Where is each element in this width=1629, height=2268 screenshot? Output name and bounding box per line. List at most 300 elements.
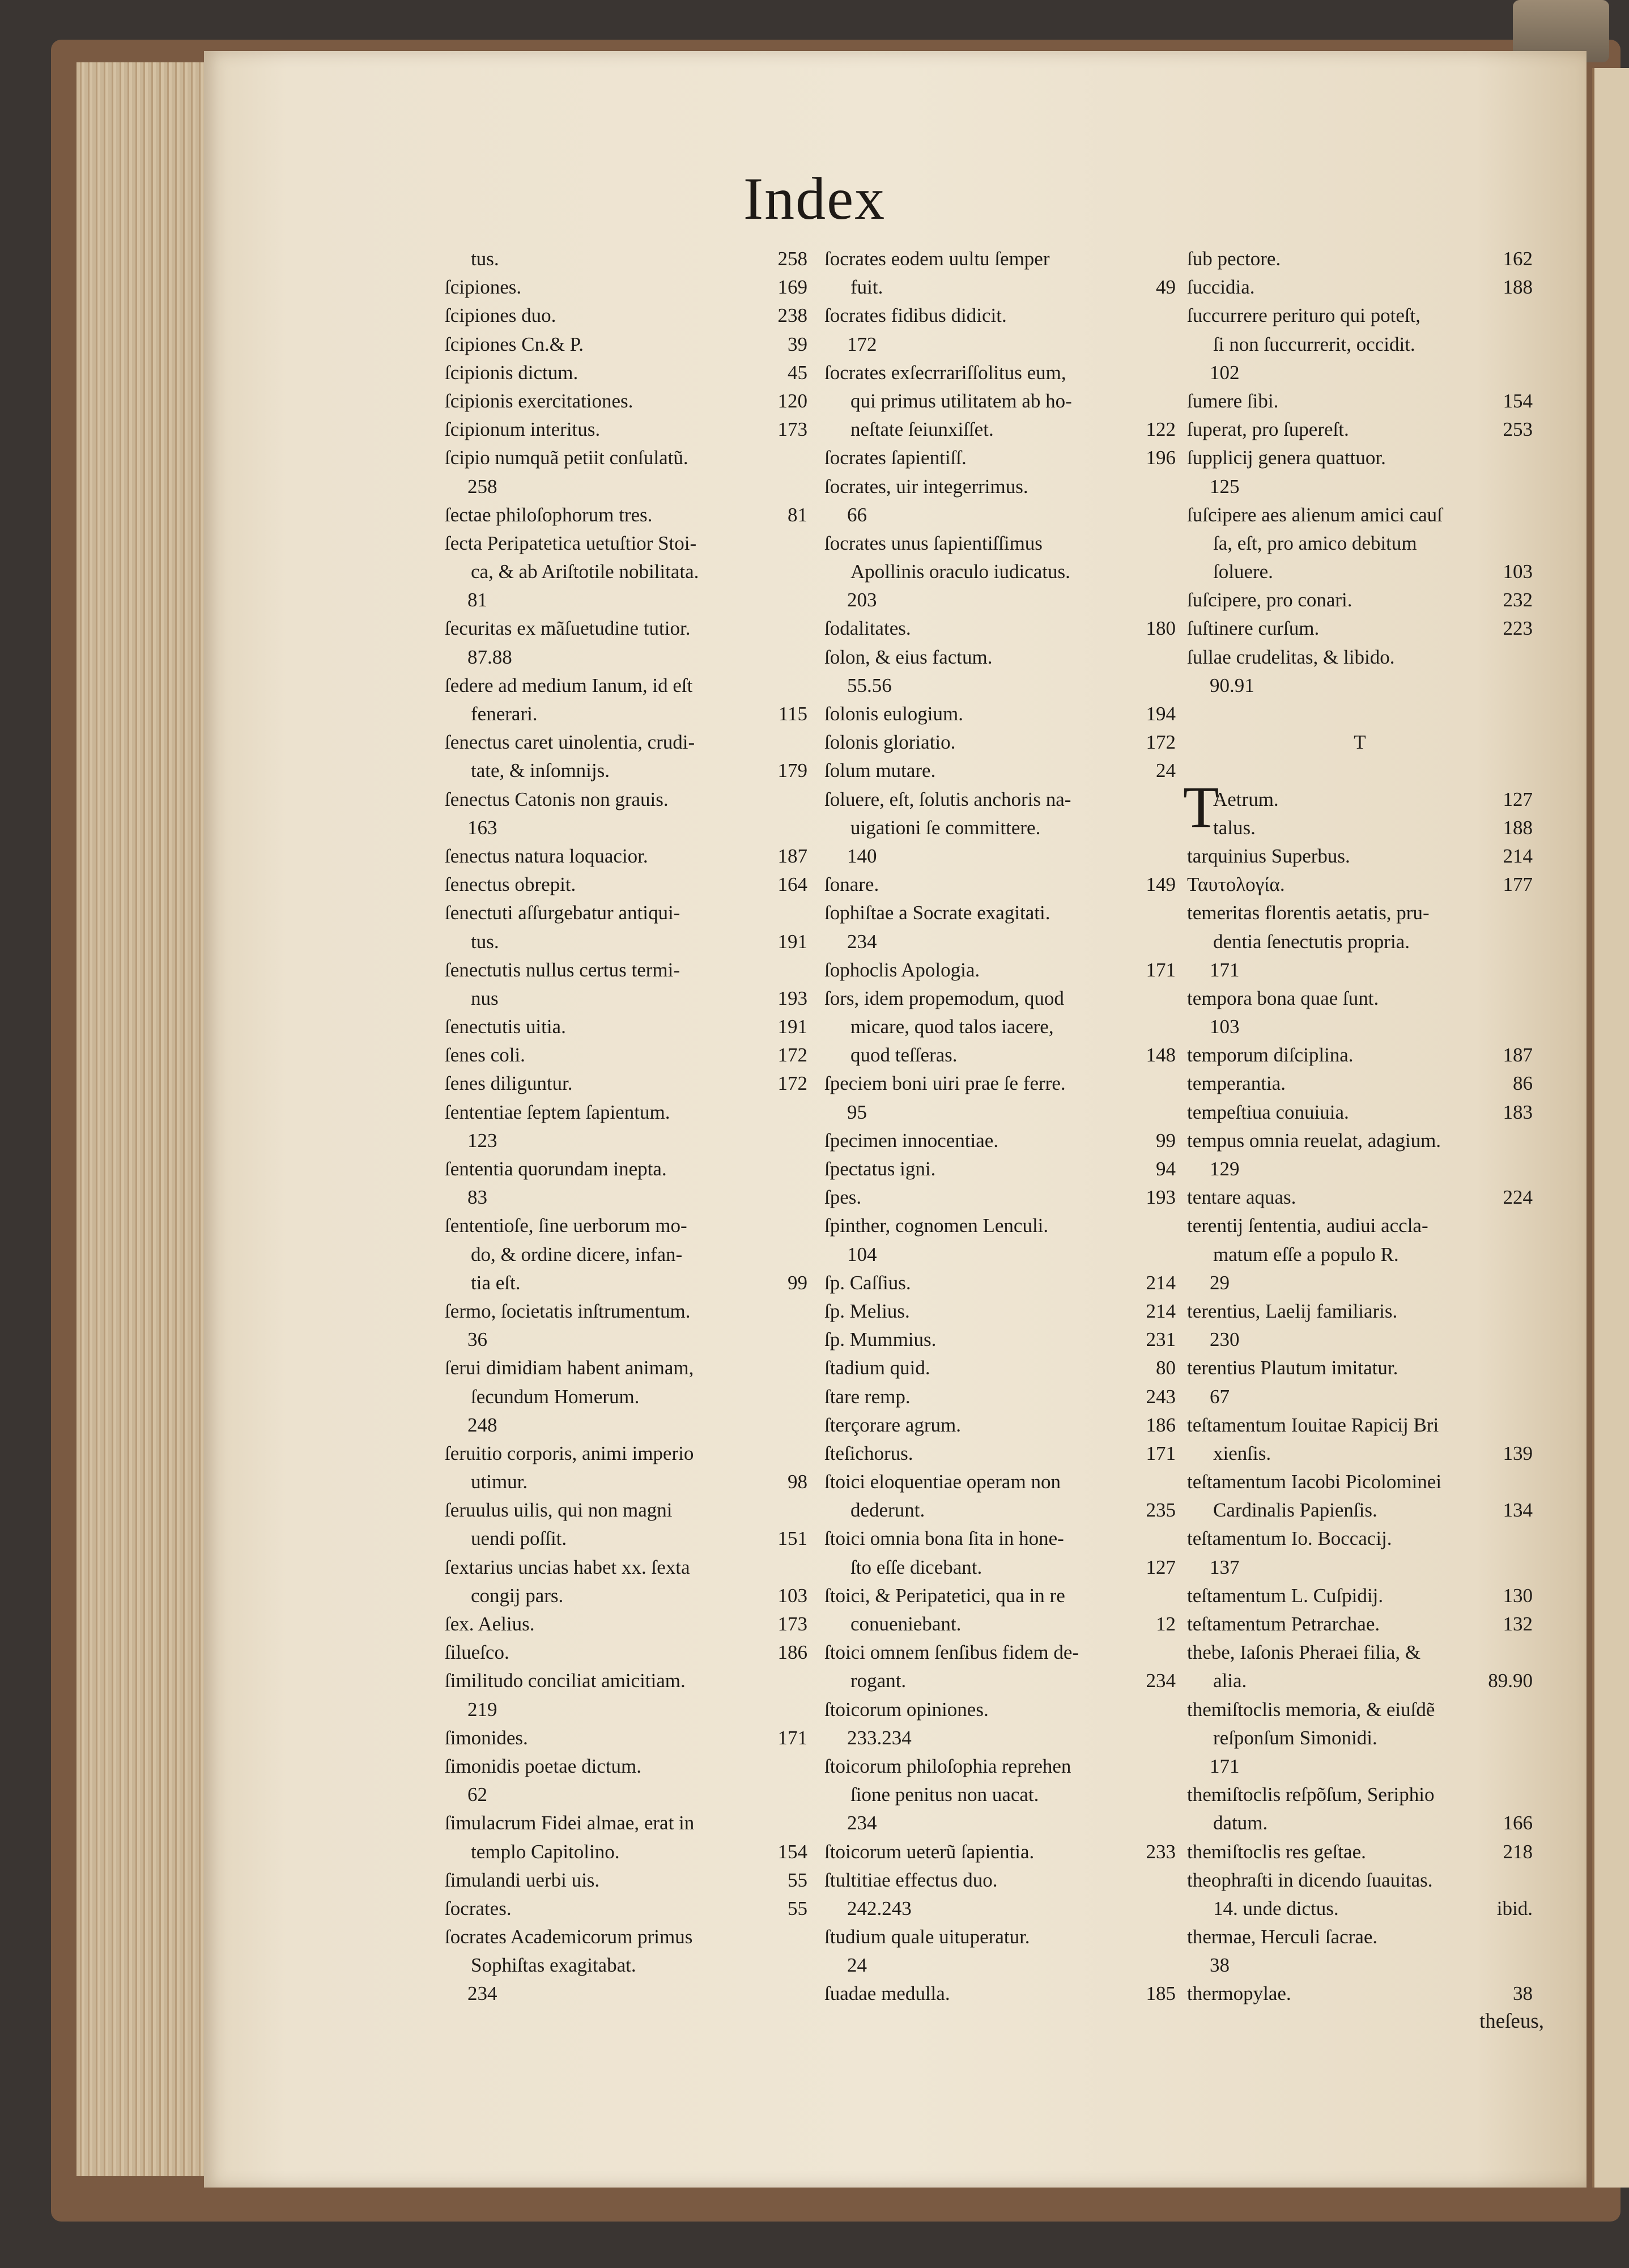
entry-text: Apollinis oraculo iudicatus. bbox=[850, 560, 1070, 583]
entry-text: ſterçorare agrum. bbox=[824, 1413, 961, 1436]
index-entry bbox=[824, 1866, 1176, 1895]
entry-text: 67 bbox=[1210, 1385, 1230, 1408]
entry-text: ſecundum Homerum. bbox=[471, 1385, 640, 1408]
entry-page-number: 99 bbox=[1156, 1129, 1176, 1152]
entry-page-number: 89.90 bbox=[1488, 1670, 1533, 1692]
index-entry bbox=[445, 643, 807, 672]
index-entry bbox=[1187, 1895, 1533, 1923]
entry-page-number: 164 bbox=[777, 873, 807, 896]
index-entry bbox=[445, 387, 807, 415]
entry-text: Sophiſtas exagitabat. bbox=[471, 1954, 636, 1977]
index-entry bbox=[1187, 1696, 1533, 1724]
index-entry bbox=[445, 1524, 807, 1553]
index-entry bbox=[824, 1326, 1176, 1354]
entry-page-number: 185 bbox=[1146, 1982, 1176, 2005]
entry-text: Cardinalis Papienſis. bbox=[1213, 1499, 1377, 1522]
index-entry bbox=[1187, 415, 1533, 444]
entry-text: 83 bbox=[467, 1186, 487, 1209]
entry-text: ſilueſco. bbox=[445, 1641, 509, 1664]
index-entry bbox=[824, 273, 1176, 301]
entry-text: xienſis. bbox=[1213, 1442, 1271, 1464]
entry-text: ſententia quorundam inepta. bbox=[445, 1158, 667, 1180]
entry-text: ſocrates. bbox=[445, 1897, 512, 1919]
index-entry bbox=[1187, 1383, 1533, 1411]
index-entry bbox=[1187, 614, 1533, 643]
entry-page-number: 55 bbox=[788, 1868, 807, 1891]
entry-text: teſtamentum Iacobi Picolominei bbox=[1187, 1471, 1442, 1493]
entry-text: ſtoici, & Peripatetici, qua in re bbox=[824, 1584, 1065, 1607]
index-entry bbox=[824, 529, 1176, 558]
index-entry bbox=[445, 558, 807, 586]
entry-text: 66 bbox=[847, 503, 867, 526]
entry-text: ſcipiones duo. bbox=[445, 304, 556, 327]
index-entry bbox=[1187, 1212, 1533, 1240]
entry-page-number: 149 bbox=[1146, 873, 1176, 896]
index-entry bbox=[824, 1524, 1176, 1553]
entry-text: 171 bbox=[1210, 958, 1240, 981]
entry-text: neſtate ſeiunxiſſet. bbox=[850, 418, 994, 441]
entry-page-number: 214 bbox=[1503, 844, 1533, 867]
index-entry bbox=[1187, 1354, 1533, 1382]
entry-page-number: 134 bbox=[1503, 1499, 1533, 1522]
index-entry bbox=[824, 1098, 1176, 1127]
index-entry bbox=[445, 1752, 807, 1781]
index-entry bbox=[445, 1980, 807, 2008]
entry-page-number: 103 bbox=[1503, 560, 1533, 583]
entry-text: congij pars. bbox=[471, 1584, 564, 1607]
entry-text: nus bbox=[471, 987, 499, 1009]
entry-text: 242.243 bbox=[847, 1897, 912, 1919]
index-entry bbox=[824, 1809, 1176, 1837]
entry-page-number: 177 bbox=[1503, 873, 1533, 896]
index-entry bbox=[1187, 928, 1533, 956]
entry-text: ſeruitio corporis, animi imperio bbox=[445, 1442, 694, 1464]
entry-text: ſuccurrere perituro qui poteſt, bbox=[1187, 304, 1421, 327]
index-entry bbox=[445, 1638, 807, 1667]
entry-text: ſenectus caret uinolentia, crudi- bbox=[445, 731, 695, 754]
index-column-2 bbox=[824, 245, 1176, 2008]
entry-text: themiſtoclis res geſtae. bbox=[1187, 1840, 1366, 1863]
index-entry bbox=[1187, 1610, 1533, 1638]
index-column-3 bbox=[1187, 245, 1533, 2008]
index-entry bbox=[445, 1069, 807, 1098]
entry-text: ſcipiones Cn.& P. bbox=[445, 333, 584, 355]
entry-page-number: 122 bbox=[1146, 418, 1176, 441]
entry-text: ſtadium quid. bbox=[824, 1357, 930, 1379]
entry-text: ſenectutis uitia. bbox=[445, 1016, 566, 1038]
entry-text: ſtoici omnia bona ſita in hone- bbox=[824, 1527, 1064, 1550]
index-entry bbox=[824, 643, 1176, 672]
index-entry bbox=[1187, 1638, 1533, 1667]
index-entry bbox=[824, 1013, 1176, 1041]
index-entry bbox=[824, 444, 1176, 472]
index-entry bbox=[445, 1951, 807, 1980]
entry-page-number: 238 bbox=[777, 304, 807, 327]
entry-text: ſcipiones. bbox=[445, 276, 522, 299]
index-entry bbox=[1187, 1013, 1533, 1041]
entry-text: ſoluere, eſt, ſolutis anchoris na- bbox=[824, 788, 1071, 810]
entry-text: ſtare remp. bbox=[824, 1385, 911, 1408]
entry-text: fenerari. bbox=[471, 703, 538, 725]
entry-page-number: 139 bbox=[1503, 1442, 1533, 1464]
entry-text: tempus omnia reuelat, adagium. bbox=[1187, 1129, 1441, 1152]
entry-text: ſcipio numquã petiit conſulatũ. bbox=[445, 447, 688, 469]
entry-text: ſuadae medulla. bbox=[824, 1982, 950, 2005]
index-entry bbox=[1187, 984, 1533, 1013]
entry-text: 103 bbox=[1210, 1016, 1240, 1038]
index-entry bbox=[445, 1354, 807, 1382]
entry-text: teſtamentum Io. Boccacij. bbox=[1187, 1527, 1392, 1550]
entry-page-number: 235 bbox=[1146, 1499, 1176, 1522]
entry-page-number: 187 bbox=[1503, 1044, 1533, 1067]
index-entry bbox=[445, 1838, 807, 1866]
entry-text: ſectae philoſophorum tres. bbox=[445, 503, 653, 526]
drop-cap-letter: T bbox=[1183, 775, 1219, 840]
index-entry bbox=[824, 1553, 1176, 1582]
entry-page-number: 243 bbox=[1146, 1385, 1176, 1408]
entry-text: tentare aquas. bbox=[1187, 1186, 1296, 1209]
entry-page-number: 188 bbox=[1503, 816, 1533, 839]
index-entry bbox=[445, 1241, 807, 1269]
entry-text: 125 bbox=[1210, 475, 1240, 498]
index-entry bbox=[1187, 1269, 1533, 1297]
entry-text: ſuſcipere, pro conari. bbox=[1187, 589, 1352, 611]
index-entry bbox=[824, 1269, 1176, 1297]
entry-text: 14. unde dictus. bbox=[1213, 1897, 1339, 1919]
entry-text: 234 bbox=[847, 1812, 877, 1834]
index-entry bbox=[1187, 1809, 1533, 1837]
entry-text: 90.91 bbox=[1210, 674, 1254, 696]
entry-text: reſponſum Simonidi. bbox=[1213, 1726, 1377, 1749]
entry-text: Aetrum. bbox=[1213, 788, 1279, 810]
entry-text: ſolum mutare. bbox=[824, 759, 936, 782]
index-entry bbox=[445, 728, 807, 757]
index-entry bbox=[445, 1098, 807, 1127]
entry-text: matum eſſe a populo R. bbox=[1213, 1243, 1399, 1265]
entry-page-number: 187 bbox=[777, 844, 807, 867]
entry-text: 123 bbox=[467, 1129, 497, 1152]
index-entry bbox=[824, 1582, 1176, 1610]
index-entry bbox=[1187, 700, 1533, 728]
entry-text: 171 bbox=[1210, 1755, 1240, 1777]
entry-text: alia. bbox=[1213, 1670, 1247, 1692]
index-entry bbox=[824, 1155, 1176, 1183]
entry-text: ſione penitus non uacat. bbox=[850, 1783, 1039, 1806]
index-entry bbox=[1187, 1098, 1533, 1127]
entry-text: ſtoici omnem ſenſibus fidem de- bbox=[824, 1641, 1079, 1664]
entry-text: ſuccidia. bbox=[1187, 276, 1255, 299]
entry-text: thermopylae. bbox=[1187, 1982, 1291, 2005]
index-entry bbox=[445, 1183, 807, 1212]
index-entry bbox=[824, 842, 1176, 870]
entry-text: ſimonidis poetae dictum. bbox=[445, 1755, 642, 1777]
index-entry bbox=[824, 330, 1176, 359]
entry-text: ſtultitiae effectus duo. bbox=[824, 1868, 998, 1891]
entry-page-number: 171 bbox=[1146, 958, 1176, 981]
entry-text: ſuſcipere aes alienum amici cauſ bbox=[1187, 503, 1443, 526]
entry-text: ca, & ab Ariſtotile nobilitata. bbox=[471, 560, 699, 583]
index-entry bbox=[445, 1212, 807, 1240]
entry-text: ſextarius uncias habet xx. ſexta bbox=[445, 1556, 690, 1578]
page-edges bbox=[76, 62, 209, 2176]
index-entry bbox=[824, 1183, 1176, 1212]
index-entry bbox=[824, 415, 1176, 444]
entry-text: 87.88 bbox=[467, 645, 512, 668]
entry-text: ſeruulus uilis, qui non magni bbox=[445, 1499, 673, 1522]
index-entry bbox=[824, 1241, 1176, 1269]
entry-page-number: 166 bbox=[1503, 1812, 1533, 1834]
entry-text: uendi poſſit. bbox=[471, 1527, 567, 1550]
index-entry bbox=[824, 558, 1176, 586]
entry-text: 258 bbox=[467, 475, 497, 498]
index-entry bbox=[445, 956, 807, 984]
index-entry bbox=[445, 1297, 807, 1326]
entry-text: uigationi ſe committere. bbox=[850, 816, 1041, 839]
index-entry bbox=[824, 1781, 1176, 1809]
index-entry bbox=[1187, 330, 1533, 359]
entry-page-number: 132 bbox=[1503, 1613, 1533, 1635]
entry-text: ſophoclis Apologia. bbox=[824, 958, 980, 981]
entry-text: ſocrates fidibus didicit. bbox=[824, 304, 1007, 327]
entry-text: ſpectatus igni. bbox=[824, 1158, 936, 1180]
entry-text: ſimulandi uerbi uis. bbox=[445, 1868, 600, 1891]
entry-text: ſenes coli. bbox=[445, 1044, 525, 1067]
entry-page-number: 223 bbox=[1503, 617, 1533, 640]
entry-text: 129 bbox=[1210, 1158, 1240, 1180]
index-entry bbox=[1187, 757, 1533, 785]
index-entry bbox=[824, 1638, 1176, 1667]
entry-text: ſedere ad medium Ianum, id eſt bbox=[445, 674, 693, 696]
entry-text: ſecta Peripatetica uetuſtior Stoi- bbox=[445, 532, 697, 554]
index-entry bbox=[1187, 785, 1533, 814]
entry-text: ſimilitudo conciliat amicitiam. bbox=[445, 1670, 686, 1692]
index-entry bbox=[1187, 1468, 1533, 1496]
index-entry bbox=[824, 1297, 1176, 1326]
entry-page-number: 148 bbox=[1146, 1044, 1176, 1067]
entry-text: dentia ſenectutis propria. bbox=[1213, 930, 1410, 953]
entry-text: talus. bbox=[1213, 816, 1256, 839]
index-entry bbox=[824, 473, 1176, 501]
entry-text: ſophiſtae a Socrate exagitati. bbox=[824, 902, 1050, 924]
index-entry bbox=[824, 899, 1176, 927]
entry-text: fuit. bbox=[850, 276, 883, 299]
entry-page-number: 191 bbox=[777, 930, 807, 953]
entry-page-number: 55 bbox=[788, 1897, 807, 1919]
entry-text: ſecuritas ex mãſuetudine tutior. bbox=[445, 617, 691, 640]
entry-text: temeritas florentis aetatis, pru- bbox=[1187, 902, 1430, 924]
index-entry bbox=[1187, 359, 1533, 387]
entry-page-number: 169 bbox=[777, 276, 807, 299]
entry-text: ſententiae ſeptem ſapientum. bbox=[445, 1101, 670, 1123]
index-entry bbox=[1187, 956, 1533, 984]
entry-text: do, & ordine dicere, infan- bbox=[471, 1243, 683, 1265]
entry-text: ſtoicorum ueterũ ſapientia. bbox=[824, 1840, 1035, 1863]
index-entry bbox=[824, 1980, 1176, 2008]
entry-page-number: 193 bbox=[1146, 1186, 1176, 1209]
index-entry bbox=[1187, 1297, 1533, 1326]
entry-text: teſtamentum Petrarchae. bbox=[1187, 1613, 1380, 1635]
index-entry bbox=[824, 586, 1176, 614]
entry-text: ſenectus natura loquacior. bbox=[445, 844, 648, 867]
entry-text: 102 bbox=[1210, 361, 1240, 384]
entry-text: quod teſſeras. bbox=[850, 1044, 958, 1067]
entry-text: ſenectutis nullus certus termi- bbox=[445, 958, 680, 981]
entry-text: 230 bbox=[1210, 1328, 1240, 1351]
entry-text: theophraſti in dicendo ſuauitas. bbox=[1187, 1868, 1433, 1891]
entry-page-number: 180 bbox=[1146, 617, 1176, 640]
entry-text: ſimulacrum Fidei almae, erat in bbox=[445, 1812, 695, 1834]
index-entry bbox=[1187, 501, 1533, 529]
entry-page-number: 224 bbox=[1503, 1186, 1533, 1209]
entry-page-number: 98 bbox=[788, 1471, 807, 1493]
entry-page-number: 186 bbox=[1146, 1413, 1176, 1436]
index-entry bbox=[824, 1411, 1176, 1439]
entry-page-number: 80 bbox=[1156, 1357, 1176, 1379]
entry-text: ſerui dimidiam habent animam, bbox=[445, 1357, 694, 1379]
entry-text: ſullae crudelitas, & libido. bbox=[1187, 645, 1395, 668]
entry-text: ſub pectore. bbox=[1187, 248, 1281, 270]
index-entry bbox=[824, 1923, 1176, 1951]
entry-page-number: 86 bbox=[1513, 1072, 1533, 1095]
index-entry bbox=[1187, 1667, 1533, 1695]
entry-page-number: 39 bbox=[788, 333, 807, 355]
index-entry bbox=[824, 956, 1176, 984]
entry-page-number: 214 bbox=[1146, 1271, 1176, 1294]
index-entry bbox=[445, 1127, 807, 1155]
entry-text: teſtamentum L. Cuſpidij. bbox=[1187, 1584, 1384, 1607]
index-entry bbox=[1187, 1183, 1533, 1212]
entry-text: ſocrates Academicorum primus bbox=[445, 1926, 693, 1948]
entry-text: rogant. bbox=[850, 1670, 907, 1692]
index-entry bbox=[1187, 1439, 1533, 1468]
entry-text: ſa, eſt, pro amico debitum bbox=[1213, 532, 1417, 554]
index-entry bbox=[824, 1667, 1176, 1695]
index-entry bbox=[1187, 1980, 1533, 2008]
index-entry bbox=[824, 1354, 1176, 1382]
index-entry bbox=[445, 1269, 807, 1297]
entry-page-number: 99 bbox=[788, 1271, 807, 1294]
index-entry bbox=[445, 245, 807, 273]
index-entry bbox=[824, 1838, 1176, 1866]
index-entry bbox=[445, 700, 807, 728]
entry-text: 234 bbox=[847, 930, 877, 953]
index-entry bbox=[445, 1326, 807, 1354]
entry-text: ſpinther, cognomen Lenculi. bbox=[824, 1214, 1049, 1237]
entry-text: ſupplicij genera quattuor. bbox=[1187, 447, 1386, 469]
index-entry bbox=[1187, 1553, 1533, 1582]
entry-page-number: 171 bbox=[777, 1726, 807, 1749]
index-entry bbox=[824, 387, 1176, 415]
index-entry bbox=[1187, 444, 1533, 472]
index-entry bbox=[445, 1155, 807, 1183]
entry-text: ſtoicorum opiniones. bbox=[824, 1698, 989, 1721]
entry-text: themiſtoclis memoria, & eiuſdẽ bbox=[1187, 1698, 1435, 1721]
entry-text: 163 bbox=[467, 816, 497, 839]
entry-page-number: 234 bbox=[1146, 1670, 1176, 1692]
entry-text: terentius, Laelij familiaris. bbox=[1187, 1299, 1398, 1322]
entry-text: ſocrates ſapientiſſ. bbox=[824, 447, 967, 469]
index-entry bbox=[824, 870, 1176, 899]
entry-text: 95 bbox=[847, 1101, 867, 1123]
entry-text: 219 bbox=[467, 1698, 497, 1721]
index-entry bbox=[1187, 1069, 1533, 1098]
index-entry bbox=[1187, 1155, 1533, 1183]
index-entry bbox=[445, 814, 807, 842]
entry-text: themiſtoclis reſpõſum, Seriphio bbox=[1187, 1783, 1435, 1806]
entry-text: teſtamentum Iouitae Rapicij Bri bbox=[1187, 1413, 1439, 1436]
entry-text: ſcipionis exercitationes. bbox=[445, 389, 633, 412]
entry-page-number: 218 bbox=[1503, 1840, 1533, 1863]
entry-text: ſors, idem propemodum, quod bbox=[824, 987, 1064, 1009]
index-entry bbox=[445, 984, 807, 1013]
entry-page-number: 179 bbox=[777, 759, 807, 782]
entry-text: ſenectuti aſſurgebatur antiqui- bbox=[445, 902, 680, 924]
entry-page-number: 81 bbox=[788, 503, 807, 526]
entry-text: ſenes diliguntur. bbox=[445, 1072, 573, 1095]
entry-text: tus. bbox=[471, 248, 499, 270]
index-entry bbox=[1187, 899, 1533, 927]
entry-page-number: 194 bbox=[1146, 703, 1176, 725]
entry-page-number: 172 bbox=[1146, 731, 1176, 754]
entry-page-number: 120 bbox=[777, 389, 807, 412]
index-entry bbox=[1187, 529, 1533, 558]
index-entry bbox=[824, 928, 1176, 956]
index-entry bbox=[1187, 473, 1533, 501]
entry-text: thermae, Herculi ſacrae. bbox=[1187, 1926, 1378, 1948]
index-entry bbox=[445, 1724, 807, 1752]
index-entry bbox=[824, 1127, 1176, 1155]
entry-text: ſolonis gloriatio. bbox=[824, 731, 956, 754]
index-entry bbox=[824, 785, 1176, 814]
entry-text: 234 bbox=[467, 1982, 497, 2005]
index-entry bbox=[445, 359, 807, 387]
index-entry bbox=[1187, 870, 1533, 899]
entry-page-number: 127 bbox=[1146, 1556, 1176, 1578]
index-entry bbox=[824, 984, 1176, 1013]
entry-text: templo Capitolino. bbox=[471, 1840, 620, 1863]
entry-text: 140 bbox=[847, 844, 877, 867]
entry-page-number: 191 bbox=[777, 1016, 807, 1038]
entry-text: 81 bbox=[467, 589, 487, 611]
index-entry bbox=[445, 501, 807, 529]
index-entry bbox=[445, 473, 807, 501]
index-entry bbox=[445, 330, 807, 359]
entry-text: 24 bbox=[847, 1954, 867, 1977]
entry-text: 62 bbox=[467, 1783, 487, 1806]
entry-text: conueniebant. bbox=[850, 1613, 962, 1635]
index-entry bbox=[445, 1041, 807, 1069]
entry-text: tempeſtiua conuiuia. bbox=[1187, 1101, 1349, 1123]
entry-text: ſodalitates. bbox=[824, 617, 911, 640]
entry-page-number: 49 bbox=[1156, 276, 1176, 299]
index-entry bbox=[824, 1383, 1176, 1411]
index-entry bbox=[1187, 1326, 1533, 1354]
entry-text: T bbox=[1354, 731, 1366, 754]
entry-text: ſolonis eulogium. bbox=[824, 703, 963, 725]
entry-page-number: 171 bbox=[1146, 1442, 1176, 1464]
index-entry bbox=[445, 672, 807, 700]
index-entry bbox=[445, 1411, 807, 1439]
index-entry bbox=[1187, 1524, 1533, 1553]
entry-text: ſocrates, uir integerrimus. bbox=[824, 475, 1028, 498]
entry-text: ſto eſſe dicebant. bbox=[850, 1556, 982, 1578]
entry-text: ſumere ſibi. bbox=[1187, 389, 1279, 412]
entry-text: ſuſtinere curſum. bbox=[1187, 617, 1320, 640]
entry-text: tarquinius Superbus. bbox=[1187, 844, 1350, 867]
entry-page-number: 154 bbox=[777, 1840, 807, 1863]
entry-text: ſtoici eloquentiae operam non bbox=[824, 1471, 1061, 1493]
entry-text: tus. bbox=[471, 930, 499, 953]
